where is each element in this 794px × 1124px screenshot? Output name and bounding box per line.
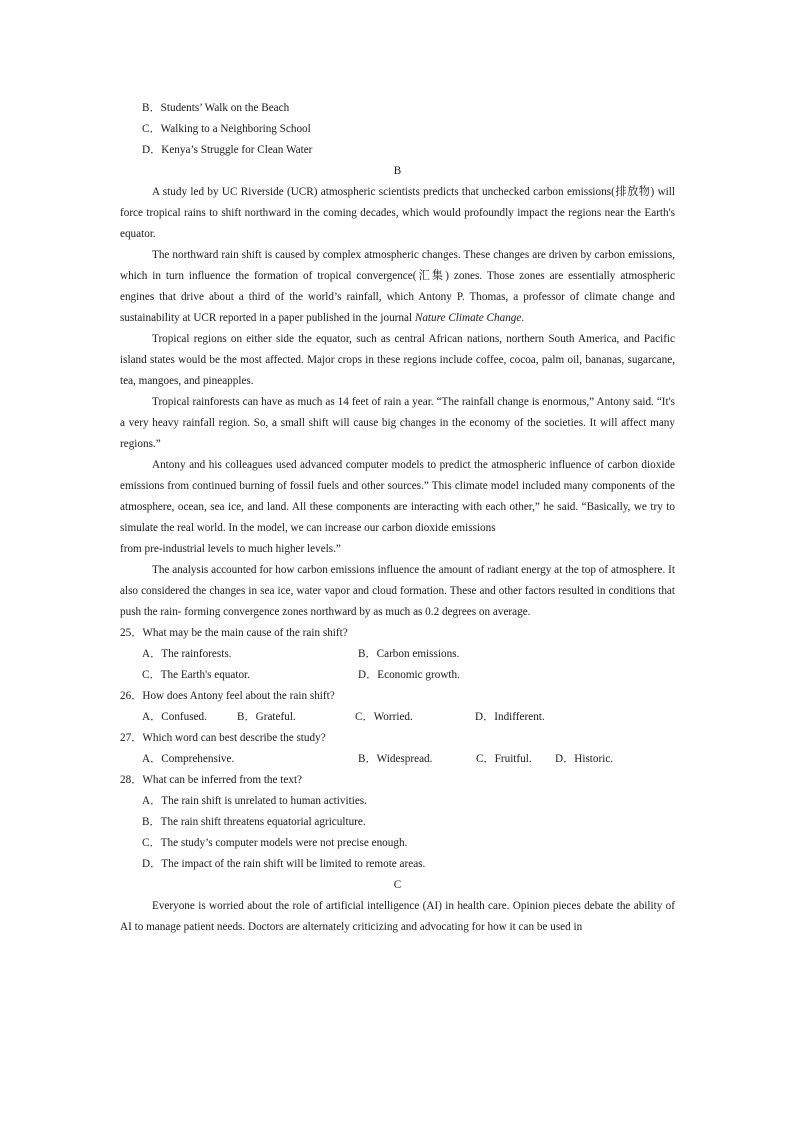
q28-option-b[interactable]: B．The rain shift threatens equatorial agriculture. [142,816,366,828]
q25-option-c[interactable]: C．The Earth's equator. [142,669,250,681]
option-c-prev: C．Walking to a Neighboring School [142,123,311,135]
question-25: 25．What may be the main cause of the rain shift? [120,627,348,639]
section-b-heading: B [393,165,402,177]
passage-b-paragraph-3: Tropical regions on either side the equator, such as central African nations, northern South America, and Pacific island states would be the most affected. Major crops in these regions include coffee, cocoa, palm oil, bananas, sugarcane, tea, mangoes, and pineapples. [120,333,675,387]
question-25-options-row-1 [120,644,675,665]
question-26: 26．How does Antony feel about the rain shift? [120,690,335,702]
passage-b-paragraph-4: Tropical rainforests can have as much as 14 feet of rain a year. “The rainfall change is enormous,” Antony said. “It's a very heavy rainfall region. So, a small shift will cause big changes in the economy of the societies. It will affect many regions.” [120,396,675,450]
passage-b-paragraph-5: Antony and his colleagues used advanced computer models to predict the atmospheric influence of carbon dioxide emissions from continued burning of fossil fuels and other sources.” This climate model included many components of the atmosphere, ocean, sea ice, and land. All these components are interacting with each other,” he said. “Basically, we try to simulate the real world. In the model, we can increase our carbon dioxide emissions [120,459,675,534]
q26-option-d[interactable]: D．Indifferent. [475,711,545,723]
q26-option-c[interactable]: C．Worried. [355,711,413,723]
q28-option-d[interactable]: D．The impact of the rain shift will be limited to remote areas. [142,858,426,870]
option-d-prev: D．Kenya’s Struggle for Clean Water [142,144,313,156]
q25-option-d[interactable]: D．Economic growth. [358,669,460,681]
passage-b-paragraph-5-tail: from pre-industrial levels to much higher levels.” [120,543,341,555]
passage-b-paragraph-1: A study led by UC Riverside (UCR) atmospheric scientists predicts that unchecked carbon emissions(排放物) will force tropical rains to shift northward in the coming decades, which would profoundly impact the regions near the Earth's equator. [120,186,675,240]
q27-option-d[interactable]: D．Historic. [555,753,614,765]
question-25-options-row-2 [120,665,675,686]
passage-b-paragraph-6: The analysis accounted for how carbon emissions influence the amount of radiant energy at the top of atmosphere. It also considered the changes in sea ice, water vapor and cloud formation. These and other factors resulted in conditions that push the rain- forming convergence zones northward by as much as 0.2 degrees on average. [120,564,675,618]
paragraph-2-text: The northward rain shift is caused by complex atmospheric changes. These changes are driven by carbon emissions, which in turn influence the formation of tropical convergence(汇集) zones. Those zones are essentially atmospheric engines that drive about a third of the world’s rainfall, which Antony P. Thomas, a professor of climate change and sustainability at UCR reported in a paper published in the journal [120,249,675,324]
option-b-prev: B．Students’ Walk on the Beach [142,102,290,114]
q28-option-a[interactable]: A．The rain shift is unrelated to human activities. [142,795,367,807]
q25-option-b[interactable]: B．Carbon emissions. [358,648,460,660]
journal-title: Nature Climate Change [414,312,522,324]
question-27: 27．Which word can best describe the study? [120,732,326,744]
paragraph-2-end: . [521,312,525,324]
q28-option-c[interactable]: C．The study’s computer models were not precise enough. [142,837,408,849]
q27-option-c[interactable]: C．Fruitful. [476,753,532,765]
exam-page [120,98,675,938]
question-27-options [120,749,675,770]
passage-c-paragraph-1: Everyone is worried about the role of artificial intelligence (AI) in health care. Opinion pieces debate the ability of AI to manage patient needs. Doctors are alternately criticizing and advocating for how it can be used in [120,900,675,933]
q26-option-b[interactable]: B．Grateful. [237,711,296,723]
section-c-heading: C [393,879,402,891]
q27-option-a[interactable]: A．Comprehensive. [142,753,235,765]
passage-b-paragraph-2 [120,245,675,329]
question-26-options [120,707,675,728]
question-28: 28．What can be inferred from the text? [120,774,303,786]
q27-option-b[interactable]: B．Widespread. [358,753,433,765]
q25-option-a[interactable]: A．The rainforests. [142,648,232,660]
q26-option-a[interactable]: A．Confused. [142,711,207,723]
